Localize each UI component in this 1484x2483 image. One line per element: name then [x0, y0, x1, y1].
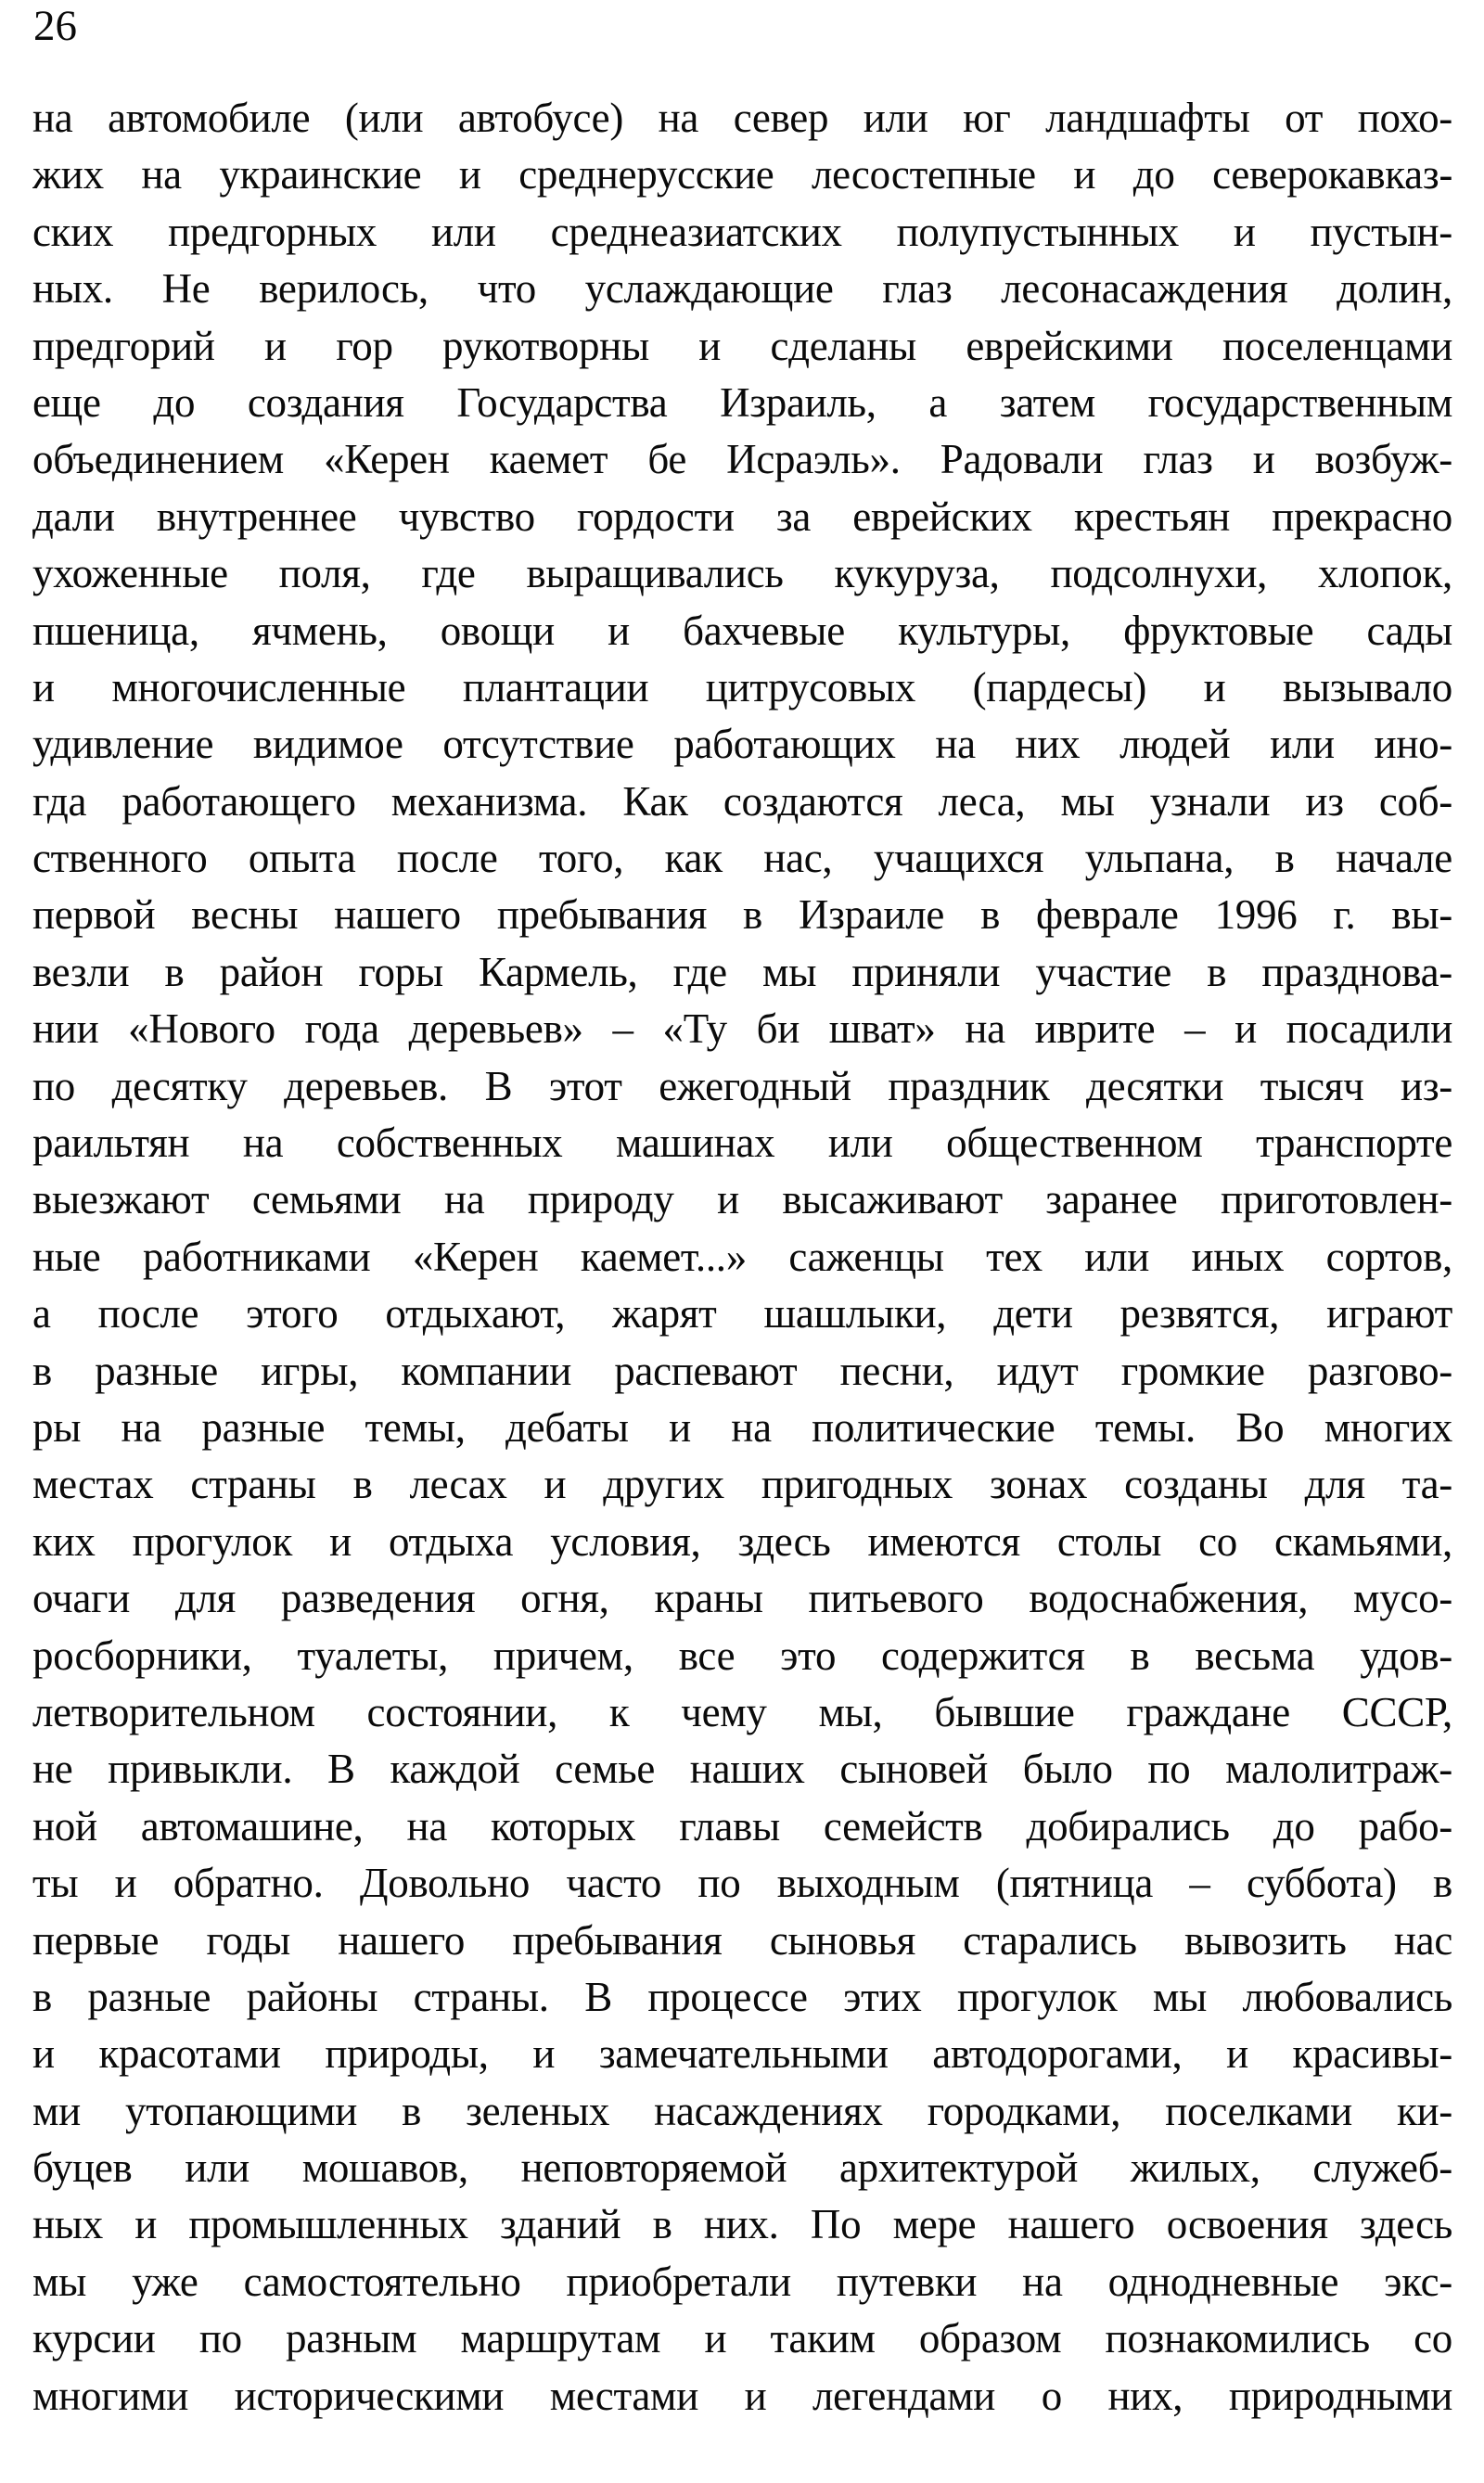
text-line: летворительном состоянии, к чему мы, бывшие граждане СССР,: [32, 1688, 1452, 1735]
text-line: на автомобиле (или автобусе) на север или юг ландшафты от похо-: [32, 95, 1452, 141]
page-number: 26: [33, 2, 77, 50]
text-line: еще до создания Государства Израиль, а затем государственным: [32, 378, 1452, 426]
text-line: выезжают семьями на природу и высаживают заранее приготовлен-: [32, 1176, 1452, 1223]
text-line: не привыкли. В каждой семье наших сыновей было по малолитраж-: [32, 1746, 1452, 1793]
text-line: ственного опыта после того, как нас, учащихся ульпана, в начале: [32, 835, 1452, 882]
text-line: в разные районы страны. В процессе этих прогулок мы любовались: [32, 1973, 1452, 2020]
body-text: [32, 90, 1452, 2425]
text-line: гда работающего механизма. Как создаются леса, мы узнали из соб-: [32, 777, 1452, 825]
text-line: в разные игры, компании распевают песни, идут громкие разгово-: [32, 1347, 1452, 1394]
text-line: ских предгорных или среднеазиатских полупустынных и пустын-: [32, 208, 1452, 255]
text-line: по десятку деревьев. В этот ежегодный праздник десятки тысяч из-: [32, 1062, 1452, 1109]
text-line: местах страны в лесах и других пригодных зонах созданы для та-: [32, 1461, 1452, 1508]
text-line: курсии по разным маршрутам и таким образом познакомились со: [32, 2315, 1452, 2362]
text-line: и многочисленные плантации цитрусовых (пардесы) и вызывало: [32, 663, 1452, 710]
text-line: ные работниками «Керен каемет...» саженцы тех или иных сортов,: [32, 1233, 1452, 1280]
text-line: многими историческими местами и легендами о них, природными: [32, 2372, 1452, 2419]
text-line: и красотами природы, и замечательными автодорогами, и красивы-: [32, 2030, 1452, 2078]
text-line: ких прогулок и отдыха условия, здесь имеются столы со скамьями,: [32, 1517, 1452, 1565]
text-line: ных и промышленных зданий в них. По мере нашего освоения здесь: [32, 2201, 1452, 2248]
text-line: объединением «Керен каемет бе Исраэль». Радовали глаз и возбуж-: [32, 436, 1452, 483]
text-line: ры на разные темы, дебаты и на политические темы. Во многих: [32, 1403, 1452, 1451]
text-line: мы уже самостоятельно приобретали путевки на однодневные экс-: [32, 2258, 1452, 2305]
text-line: ной автомашине, на которых главы семейств добирались до рабо-: [32, 1802, 1452, 1849]
text-line: везли в район горы Кармель, где мы приняли участие в празднова-: [32, 948, 1452, 995]
text-line: жих на украинские и среднерусские лесостепные и до северокавказ-: [32, 151, 1452, 198]
text-line: удивление видимое отсутствие работающих на них людей или ино-: [32, 721, 1452, 768]
text-line: раильтян на собственных машинах или общественном транспорте: [32, 1120, 1452, 1167]
text-line: ми утопающими в зеленых насаждениях городками, поселками ки-: [32, 2087, 1452, 2134]
text-line: дали внутреннее чувство гордости за еврейских крестьян прекрасно: [32, 493, 1452, 540]
text-line: ты и обратно. Довольно часто по выходным (пятница – суббота) в: [32, 1860, 1452, 1907]
text-line: а после этого отдыхают, жарят шашлыки, дети резвятся, играют: [32, 1290, 1452, 1337]
text-line: буцев или мошавов, неповторяемой архитектурой жилых, служеб-: [32, 2144, 1452, 2192]
text-line: первой весны нашего пребывания в Израиле в феврале 1996 г. вы-: [32, 891, 1452, 939]
text-line: предгорий и гор рукотворны и сделаны еврейскими поселенцами: [32, 322, 1452, 369]
text-line: нии «Нового года деревьев» – «Ту би шват» на иврите – и посадили: [32, 1005, 1452, 1053]
text-line: росборники, туалеты, причем, все это содержится в весьма удов-: [32, 1632, 1452, 1679]
text-line: пшеница, ячмень, овощи и бахчевые культуры, фруктовые сады: [32, 607, 1452, 654]
text-line: ных. Не верилось, что услаждающие глаз лесонасаждения долин,: [32, 265, 1452, 313]
text-line: первые годы нашего пребывания сыновья старались вывозить нас: [32, 1916, 1452, 1964]
text-line: ухоженные поля, где выращивались кукуруза, подсолнухи, хлопок,: [32, 550, 1452, 597]
text-line: очаги для разведения огня, краны питьевого водоснабжения, мусо-: [32, 1575, 1452, 1622]
